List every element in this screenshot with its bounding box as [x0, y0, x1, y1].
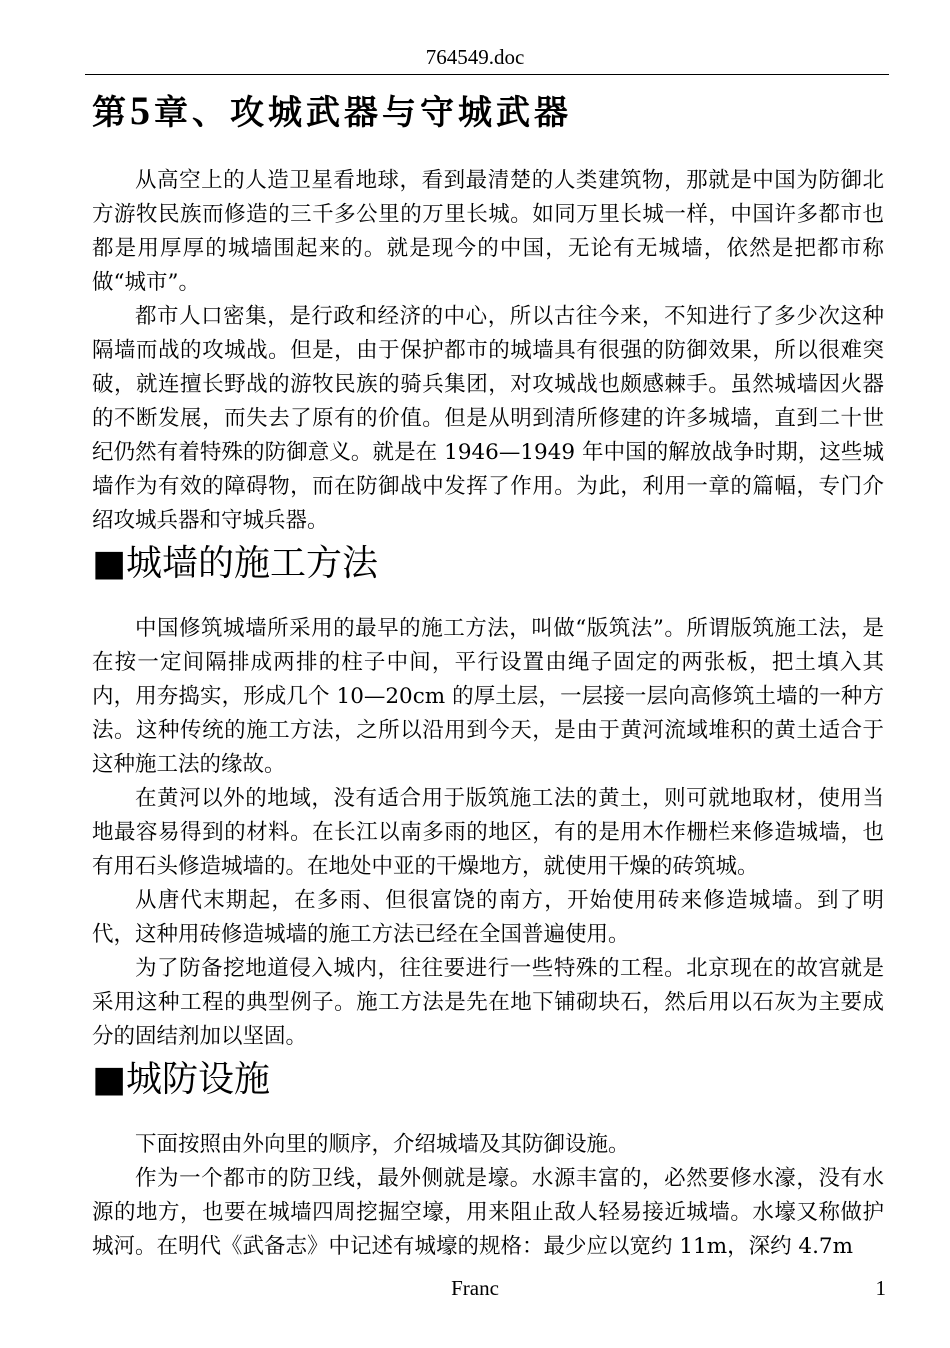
- section2-paragraph-1: 下面按照由外向里的顺序，介绍城墙及其防御设施。: [135, 1132, 630, 1157]
- document-body: [92, 86, 884, 1264]
- intro-paragraph-2: 都市人口密集，是行政和经济的中心，所以古往今来，不知进行了多少次这种隔墙而战的攻城战。但是，由于保护都市的城墙具有很强的防御效果，所以很难突破，就连擅长野战的游牧民族的骑兵集团，对攻城战也颇感棘手。虽然城墙因火器的不断发展，而失去了原有的价值。但是从明到清所修建的许多城墙，直到二十世纪仍然有着特殊的防御意义。就是在 1946—1949 年中国的解放战争时期，这些城墙作为有效的障碍物，而在防御战中发挥了作用。为此，利用一章的篇幅，专门介绍攻城兵器和守城兵器。: [92, 304, 884, 533]
- page-header-filename: 764549.doc: [425, 45, 525, 69]
- section-title-defense-facilities: ■城防设施: [92, 1059, 271, 1100]
- section2-paragraph-2: 作为一个都市的防卫线，最外侧就是壕。水源丰富的，必然要修水濠，没有水源的地方，也要在城墙四周挖掘空壕，用来阻止敌人轻易接近城墙。水壕又称做护城河。在明代《武备志》中记述有城壕的规格：最少应以宽约 11m，深约 4.7m: [92, 1166, 884, 1259]
- chapter-title-text: 章、攻城武器与守城武器: [154, 93, 572, 133]
- intro-paragraph-1: 从高空上的人造卫星看地球，看到最清楚的人类建筑物，那就是中国为防御北方游牧民族而修造的三千多公里的万里长城。如同万里长城一样，中国许多都市也都是用厚厚的城墙围起来的。就是现今的中国，无论有无城墙，依然是把都市称做“城市”。: [92, 168, 884, 295]
- section-defense-facilities: [92, 1128, 884, 1264]
- intro-section: [92, 164, 884, 538]
- page-footer-author: Franc: [451, 1276, 499, 1300]
- section1-paragraph-2: 在黄河以外的地域，没有适合用于版筑施工法的黄土，则可就地取材，使用当地最容易得到的材料。在长江以南多雨的地区，有的是用木作栅栏来修造城墙，也有用石头修造城墙的。在地处中亚的干燥地方，就使用干燥的砖筑城。: [92, 786, 884, 879]
- section1-paragraph-1: 中国修筑城墙所采用的最早的施工方法，叫做“版筑法”。所谓版筑施工法，是在按一定间隔排成两排的柱子中间，平行设置由绳子固定的两张板，把土填入其内，用夯捣实，形成几个 10—20cm 的厚土层，一层接一层向高修筑土墙的一种方法。这种传统的施工方法，之所以沿用到今天，是由于黄河流域堆积的黄土适合于这种施工法的缘故。: [92, 616, 884, 777]
- header-rule: [85, 74, 889, 75]
- page-number: 1: [875, 1276, 886, 1300]
- chapter-title: [92, 86, 884, 136]
- chapter-prefix: 第: [92, 93, 130, 133]
- section1-paragraph-3: 从唐代末期起，在多雨、但很富饶的南方，开始使用砖来修造城墙。到了明代，这种用砖修造城墙的施工方法已经在全国普遍使用。: [92, 888, 884, 947]
- section-title-wall-construction: ■城墙的施工方法: [92, 543, 379, 584]
- section-wall-construction: [92, 612, 884, 1054]
- section1-paragraph-4: 为了防备挖地道侵入城内，往往要进行一些特殊的工程。北京现在的故宫就是采用这种工程的典型例子。施工方法是先在地下铺砌块石，然后用以石灰为主要成分的固结剂加以坚固。: [92, 956, 884, 1049]
- chapter-number: 5: [130, 88, 154, 133]
